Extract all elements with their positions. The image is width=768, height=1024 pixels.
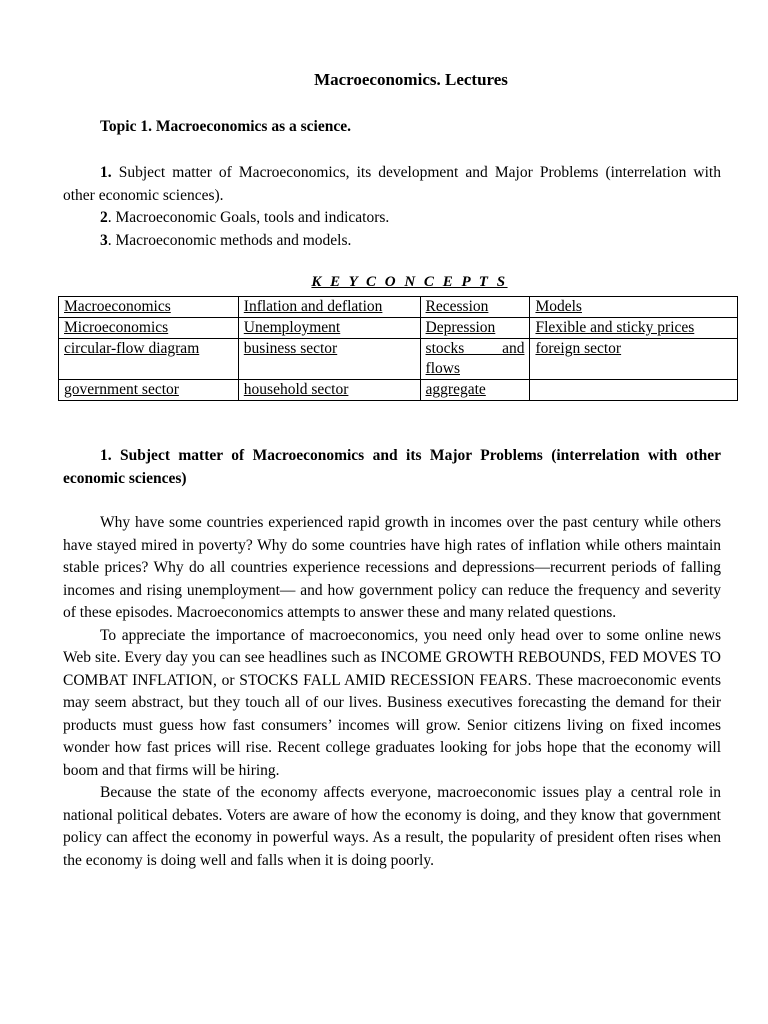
outline-item [63, 230, 721, 253]
section-heading: 1. Subject matter of Macroeconomics and its Major Problems (interrelation with other economic sciences) [63, 447, 721, 487]
outline-text: Subject matter of Macroeconomics, its development and Major Problems (interrelation with other economic sciences). [63, 164, 721, 204]
paragraph: Because the state of the economy affects everyone, macroeconomic issues play a central role in national political debates. Voters are aware of how the economy is doing, and they know that government policy can affect the economy in powerful ways. As a result, the popularity of president often rises when the economy is doing well and falls when it is doing poorly. [63, 784, 721, 869]
table-cell: Flexible and sticky prices [530, 318, 738, 339]
document-title: Macroeconomics. Lectures [314, 70, 508, 89]
outline-number: 3 [100, 231, 108, 249]
table-cell: circular-flow diagram [59, 339, 239, 380]
table-cell: foreign sector [530, 339, 738, 380]
outline-number: 1. [100, 164, 112, 181]
outline-item [63, 162, 721, 207]
table-row [59, 380, 738, 401]
outline-text: . Macroeconomic Goals, tools and indicators. [107, 209, 390, 226]
table-row [59, 318, 738, 339]
table-cell: government sector [59, 380, 239, 401]
table-row [59, 297, 738, 318]
table-cell: Depression [420, 318, 530, 339]
table-cell: Macroeconomics [59, 297, 239, 318]
table-cell [530, 380, 738, 401]
paragraph: To appreciate the importance of macroeconomics, you need only head over to some online news Web site. Every day you can see headlines such as INCOME GROWTH REBOUNDS, FED MOVES TO COMBAT INFLATION, or STOCKS FALL AMID RECESSION FEARS. These macroeconomic events may seem abstract, but they touch all of our lives. Business executives forecasting the demand for their products must guess how fast consumers’ incomes will grow. Senior citizens living on fixed incomes wonder how fast prices will rise. Recent college graduates looking for jobs hope that the economy will boom and that firms will be hiring. [63, 626, 721, 779]
table-cell: Microeconomics [59, 318, 239, 339]
key-concepts-heading-text: K E Y C O N C E P T S [311, 274, 508, 290]
body-text [63, 512, 721, 872]
outline-list [63, 162, 721, 252]
outline-text: . Macroeconomic methods and models. [107, 231, 352, 249]
table-cell: stocks and flows [420, 339, 530, 380]
table-cell: aggregate [420, 380, 530, 401]
outline-item [63, 207, 721, 230]
table-cell: Recession [420, 297, 530, 318]
table-cell: household sector [238, 380, 420, 401]
paragraph: Why have some countries experienced rapid growth in incomes over the past century while others have stayed mired in poverty? Why do some countries have high rates of inflation while others maintain stable prices? Why do all countries experience recessions and depressions—recurrent periods of falling incomes and rising unemployment— and how government policy can reduce the frequency and severity of these episodes. Macroeconomics attempts to answer these and many related questions. [63, 514, 721, 621]
table-row [59, 339, 738, 380]
table-cell: Inflation and deflation [238, 297, 420, 318]
table-cell: Unemployment [238, 318, 420, 339]
outline-number: 2 [100, 209, 108, 226]
table-cell: Models [530, 297, 738, 318]
topic-heading: Topic 1. Macroeconomics as a science. [100, 118, 351, 135]
table-cell: business sector [238, 339, 420, 380]
key-concepts-table [58, 296, 738, 401]
key-concepts-heading [0, 274, 768, 291]
